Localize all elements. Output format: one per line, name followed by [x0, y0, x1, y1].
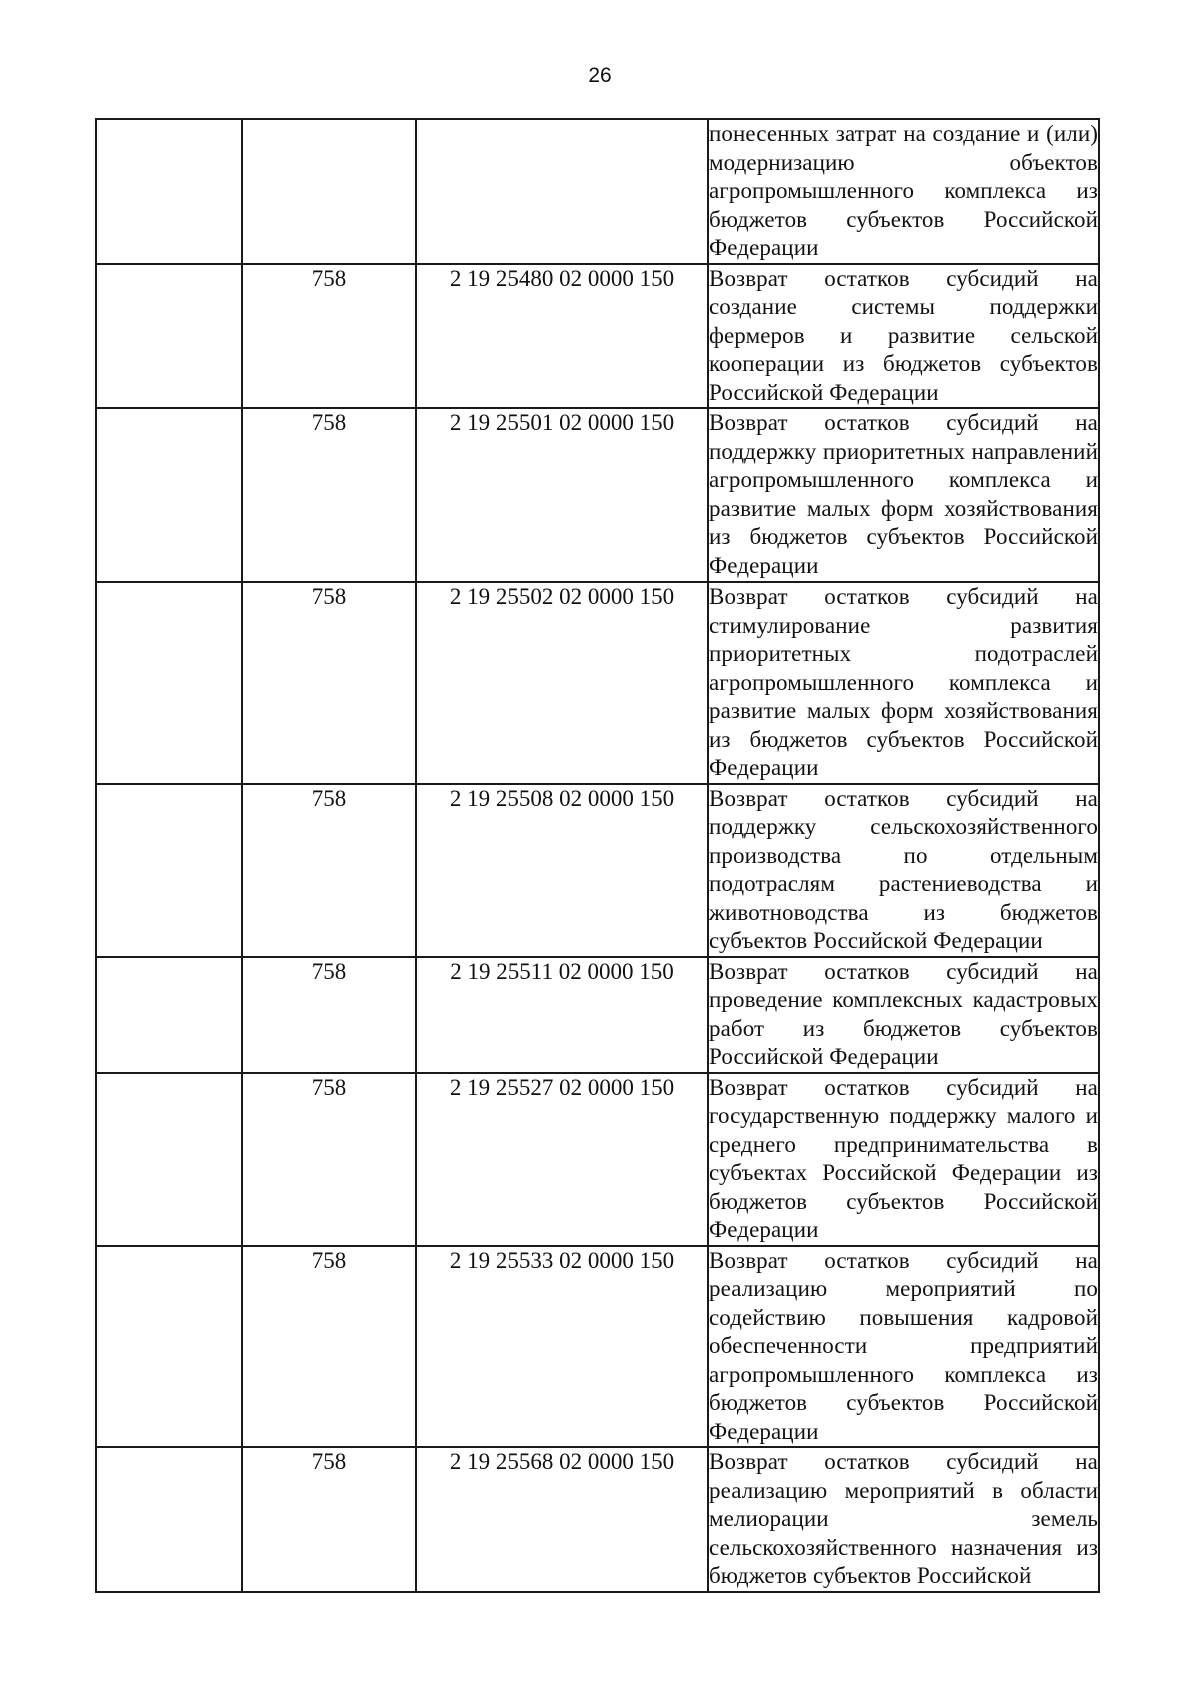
admin-code-cell: 758 [242, 582, 416, 784]
description-cell: Возврат остатков субсидий на поддержку приоритетных направлений агропромышленного комплекса и развитие малых форм хозяйствования из бюджетов субъектов Российской Федерации [708, 408, 1099, 582]
budget-code-cell: 2 19 25502 02 0000 150 [416, 582, 708, 784]
budget-code-cell: 2 19 25527 02 0000 150 [416, 1073, 708, 1246]
budget-code-cell: 2 19 25533 02 0000 150 [416, 1246, 708, 1448]
table-row [96, 1246, 1099, 1448]
table-row [96, 119, 1099, 264]
description-cell: Возврат остатков субсидий на государственную поддержку малого и среднего предпринимательства в субъектах Российской Федерации из бюджетов субъектов Российской Федерации [708, 1073, 1099, 1246]
table-row [96, 408, 1099, 582]
budget-code-cell: 2 19 25501 02 0000 150 [416, 408, 708, 582]
admin-code-cell: 758 [242, 1447, 416, 1592]
budget-code-cell: 2 19 25568 02 0000 150 [416, 1447, 708, 1592]
admin-code-cell [242, 119, 416, 264]
blank-cell [96, 957, 242, 1073]
description-cell: Возврат остатков субсидий на проведение комплексных кадастровых работ из бюджетов субъектов Российской Федерации [708, 957, 1099, 1073]
description-cell: Возврат остатков субсидий на создание системы поддержки фермеров и развитие сельской кооперации из бюджетов субъектов Российской Федерации [708, 264, 1099, 409]
budget-code-cell: 2 19 25480 02 0000 150 [416, 264, 708, 409]
table-row [96, 1447, 1099, 1592]
table-row [96, 264, 1099, 409]
description-cell: Возврат остатков субсидий на реализацию мероприятий в области мелиорации земель сельскохозяйственного назначения из бюджетов субъектов Российской [708, 1447, 1099, 1592]
description-cell: понесенных затрат на создание и (или) модернизацию объектов агропромышленного комплекса из бюджетов субъектов Российской Федерации [708, 119, 1099, 264]
table-row [96, 582, 1099, 784]
admin-code-cell: 758 [242, 784, 416, 957]
table-row [96, 1073, 1099, 1246]
table-row [96, 784, 1099, 957]
blank-cell [96, 1246, 242, 1448]
blank-cell [96, 1073, 242, 1246]
description-cell: Возврат остатков субсидий на реализацию мероприятий по содействию повышения кадровой обеспеченности предприятий агропромышленного комплекса из бюджетов субъектов Российской Федерации [708, 1246, 1099, 1448]
admin-code-cell: 758 [242, 957, 416, 1073]
blank-cell [96, 408, 242, 582]
blank-cell [96, 119, 242, 264]
blank-cell [96, 582, 242, 784]
description-cell: Возврат остатков субсидий на стимулирование развития приоритетных подотраслей агропромышленного комплекса и развитие малых форм хозяйствования из бюджетов субъектов Российской Федерации [708, 582, 1099, 784]
table-row [96, 957, 1099, 1073]
budget-classification-table [95, 118, 1100, 1593]
budget-code-cell [416, 119, 708, 264]
budget-code-cell: 2 19 25511 02 0000 150 [416, 957, 708, 1073]
admin-code-cell: 758 [242, 408, 416, 582]
admin-code-cell: 758 [242, 264, 416, 409]
admin-code-cell: 758 [242, 1246, 416, 1448]
description-cell: Возврат остатков субсидий на поддержку сельскохозяйственного производства по отдельным подотраслям растениеводства и животноводства из бюджетов субъектов Российской Федерации [708, 784, 1099, 957]
budget-code-cell: 2 19 25508 02 0000 150 [416, 784, 708, 957]
admin-code-cell: 758 [242, 1073, 416, 1246]
page-number: 26 [588, 64, 612, 87]
blank-cell [96, 264, 242, 409]
blank-cell [96, 1447, 242, 1592]
blank-cell [96, 784, 242, 957]
